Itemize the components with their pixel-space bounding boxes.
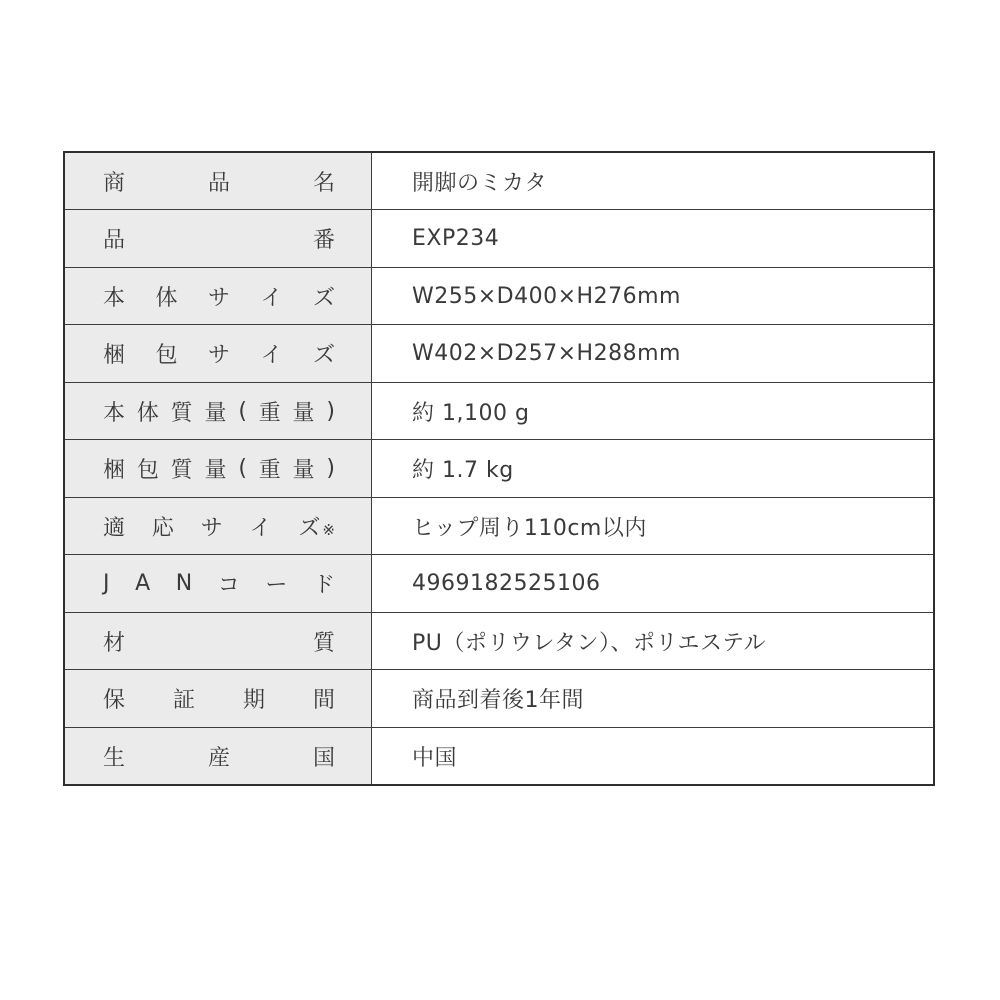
spec-label-char: ) — [326, 456, 335, 481]
spec-label-char: ー — [265, 573, 288, 598]
spec-label-char-group — [298, 511, 335, 542]
spec-label-char: 体 — [136, 400, 159, 426]
spec-label-char: ( — [238, 398, 247, 424]
spec-row — [64, 268, 934, 325]
spec-label-char: 梱 — [103, 458, 126, 483]
spec-label — [65, 683, 371, 714]
spec-table-body — [64, 152, 934, 785]
spec-value: 中国 — [372, 728, 935, 786]
spec-label-char: 産 — [207, 745, 230, 771]
spec-label-char: 証 — [172, 688, 195, 713]
spec-value: W402×D257×H288mm — [372, 325, 935, 383]
spec-row — [64, 152, 934, 210]
spec-label — [65, 626, 371, 657]
spec-row — [64, 728, 934, 786]
spec-label — [65, 338, 371, 369]
spec-label-char: サ — [207, 285, 230, 311]
spec-label-char: 応 — [151, 515, 174, 541]
spec-label-char: 間 — [312, 688, 335, 713]
spec-value: 約 1,100 g — [372, 383, 935, 440]
spec-label-char: 本 — [103, 285, 126, 311]
spec-label-char: 重 — [258, 458, 281, 483]
spec-label-char: 品 — [207, 170, 230, 196]
spec-label-char: 質 — [170, 400, 193, 426]
spec-label — [65, 453, 371, 484]
spec-label-char: 番 — [312, 228, 335, 253]
spec-label-char: イ — [260, 343, 283, 368]
spec-row — [64, 210, 934, 268]
spec-label-char: 質 — [170, 458, 193, 483]
spec-label-char: ( — [238, 456, 247, 481]
spec-label-char: 質 — [312, 630, 335, 656]
spec-label — [65, 511, 371, 542]
spec-value: W255×D400×H276mm — [372, 268, 935, 325]
spec-label-char: 国 — [312, 745, 335, 771]
spec-label-char: 商 — [103, 170, 126, 196]
spec-label-char: 材 — [103, 630, 126, 656]
spec-label-cell — [64, 383, 372, 440]
spec-label-char: 本 — [103, 400, 126, 426]
spec-label-char: コ — [217, 573, 240, 598]
spec-label-char: 梱 — [103, 343, 126, 368]
spec-label-char: 生 — [103, 745, 126, 771]
spec-label-cell — [64, 670, 372, 728]
spec-value: ヒップ周り110cm以内 — [372, 498, 935, 555]
spec-label-cell — [64, 210, 372, 268]
spec-label — [65, 396, 371, 427]
spec-row — [64, 440, 934, 498]
spec-label-char: サ — [207, 343, 230, 368]
spec-label-char: N — [175, 571, 193, 596]
spec-value: 約 1.7 kg — [372, 440, 935, 498]
spec-label-char: 量 — [292, 458, 315, 483]
spec-label-char: 期 — [242, 688, 265, 713]
spec-value: PU（ポリウレタン）、ポリエステル — [372, 613, 935, 670]
spec-label-char: J — [103, 571, 110, 596]
spec-label-char: イ — [249, 515, 272, 541]
spec-row — [64, 383, 934, 440]
spec-label-char: 名 — [312, 170, 335, 196]
spec-label — [65, 741, 371, 772]
note-mark: ※ — [322, 520, 335, 539]
spec-label-cell — [64, 555, 372, 613]
spec-row — [64, 498, 934, 555]
spec-value: 4969182525106 — [372, 555, 935, 613]
spec-label-char: ズ — [312, 343, 335, 368]
spec-label-char: 品 — [103, 228, 126, 253]
spec-label-char: イ — [260, 285, 283, 311]
spec-label-cell — [64, 613, 372, 670]
spec-row — [64, 670, 934, 728]
spec-label-char: A — [135, 571, 151, 596]
spec-label-char: 適 — [103, 515, 126, 541]
spec-row — [64, 555, 934, 613]
spec-label — [65, 281, 371, 312]
spec-label-char: 包 — [155, 343, 178, 368]
spec-label-cell — [64, 440, 372, 498]
spec-value: EXP234 — [372, 210, 935, 268]
spec-value: 開脚のミカタ — [372, 152, 935, 210]
spec-label-cell — [64, 152, 372, 210]
spec-label-char: ド — [312, 573, 335, 598]
spec-label — [65, 568, 371, 599]
spec-label-char: 重 — [258, 400, 281, 426]
spec-label — [65, 223, 371, 254]
spec-label-cell — [64, 498, 372, 555]
spec-label-char: 保 — [103, 688, 126, 713]
spec-value: 商品到着後1年間 — [372, 670, 935, 728]
spec-row — [64, 325, 934, 383]
spec-label-cell — [64, 325, 372, 383]
spec-label-char: ) — [326, 398, 335, 424]
spec-label-char: ズ — [298, 515, 321, 541]
spec-label-cell — [64, 728, 372, 786]
spec-label-char: 体 — [155, 285, 178, 311]
spec-label-char: 包 — [136, 458, 159, 483]
spec-label-char: ズ — [312, 285, 335, 311]
product-spec-table — [63, 151, 935, 786]
spec-label-char: サ — [200, 515, 223, 541]
spec-label-char: 量 — [204, 458, 227, 483]
spec-label-cell — [64, 268, 372, 325]
spec-label-char: 量 — [292, 400, 315, 426]
spec-label-char: 量 — [204, 400, 227, 426]
spec-label — [65, 166, 371, 197]
spec-row — [64, 613, 934, 670]
